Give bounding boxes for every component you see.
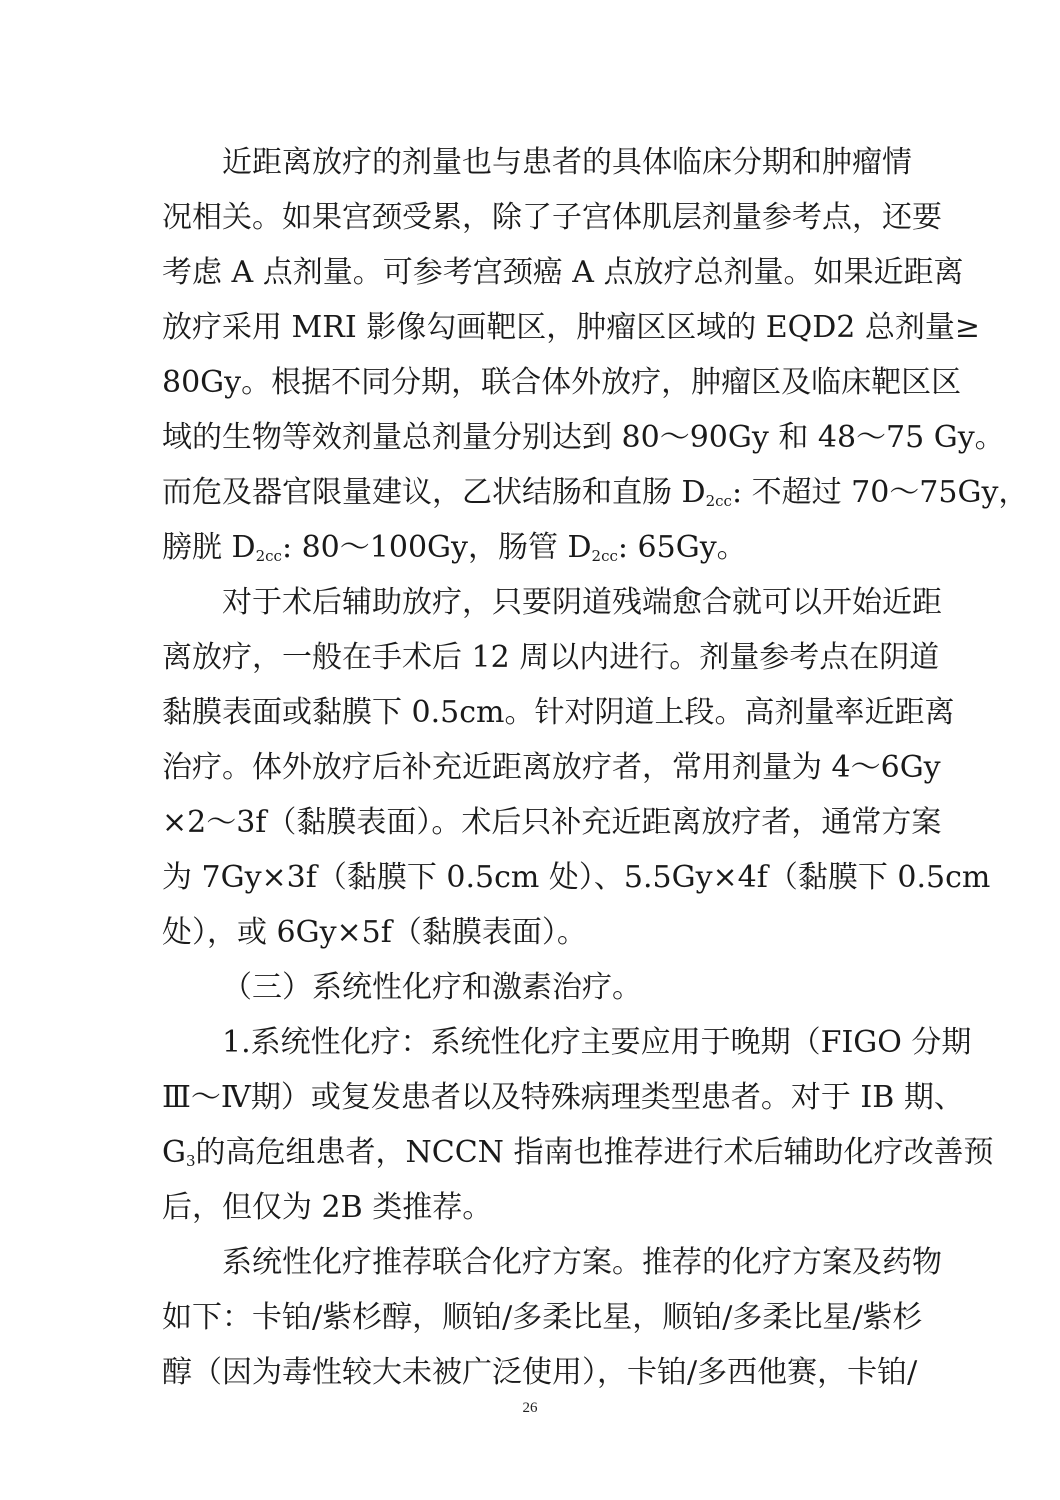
body-text-line	[162, 473, 1029, 513]
subscript: 2cc	[591, 547, 618, 565]
body-text-line: 为 7Gy×3f（黏膜下 0.5cm 处）、5.5Gy×4f（黏膜下 0.5cm	[162, 860, 991, 895]
body-text-line: 系统性化疗推荐联合化疗方案。推荐的化疗方案及药物	[222, 1245, 942, 1280]
text-run: 膀胱 D	[162, 530, 256, 565]
page-number: 26	[522, 1400, 538, 1416]
body-text-line: 1.系统性化疗：系统性化疗主要应用于晚期（FIGO 分期	[222, 1025, 972, 1060]
text-run: 而危及器官限量建议，乙状结肠和直肠 D	[162, 475, 706, 510]
body-text-line: 对于术后辅助放疗，只要阴道残端愈合就可以开始近距	[222, 585, 942, 620]
body-text-line: 考虑 A 点剂量。可参考宫颈癌 A 点放疗总剂量。如果近距离	[162, 255, 964, 290]
body-text-line: 80Gy。根据不同分期，联合体外放疗，肿瘤区及临床靶区区	[162, 365, 962, 400]
text-run: : 不超过 70～75Gy，	[731, 475, 1029, 510]
text-run: : 80～100Gy，肠管 D	[281, 530, 592, 565]
body-text-line: 后，但仅为 2B 类推荐。	[162, 1190, 493, 1225]
body-text-line	[162, 528, 902, 568]
body-text-line: 放疗采用 MRI 影像勾画靶区，肿瘤区区域的 EQD2 总剂量≥	[162, 310, 981, 345]
body-text-line: 近距离放疗的剂量也与患者的具体临床分期和肿瘤情	[222, 145, 912, 180]
subscript: 2cc	[705, 492, 732, 510]
body-text-line: 况相关。如果宫颈受累，除了子宫体肌层剂量参考点，还要	[162, 200, 942, 235]
text-run: G	[162, 1135, 186, 1170]
body-text-line: 黏膜表面或黏膜下 0.5cm。针对阴道上段。高剂量率近距离	[162, 695, 955, 730]
body-text-line: 离放疗，一般在手术后 12 周以内进行。剂量参考点在阴道	[162, 640, 940, 675]
subscript: 3	[185, 1152, 196, 1170]
body-text-line: 处），或 6Gy×5f（黏膜表面）。	[162, 915, 587, 950]
subscript: 2cc	[255, 547, 282, 565]
body-text-line: Ⅲ～Ⅳ期）或复发患者以及特殊病理类型患者。对于 IB 期、	[162, 1080, 964, 1115]
body-text-line	[162, 1133, 994, 1173]
body-text-line: 如下：卡铂/紫杉醇，顺铂/多柔比星，顺铂/多柔比星/紫杉	[162, 1300, 923, 1335]
body-text-line: 治疗。体外放疗后补充近距离放疗者，常用剂量为 4～6Gy	[162, 750, 941, 785]
text-run: : 65Gy。	[617, 530, 747, 565]
section-heading: （三）系统性化疗和激素治疗。	[222, 970, 642, 1005]
text-run: 的高危组患者，NCCN 指南也推荐进行术后辅助化疗改善预	[195, 1135, 994, 1170]
body-text-line: ×2～3f（黏膜表面）。术后只补充近距离放疗者，通常方案	[162, 805, 942, 840]
body-text-line: 醇（因为毒性较大未被广泛使用），卡铂/多西他赛，卡铂/	[162, 1355, 918, 1390]
body-text-line: 域的生物等效剂量总剂量分别达到 80～90Gy 和 48～75 Gy。	[162, 420, 1005, 455]
